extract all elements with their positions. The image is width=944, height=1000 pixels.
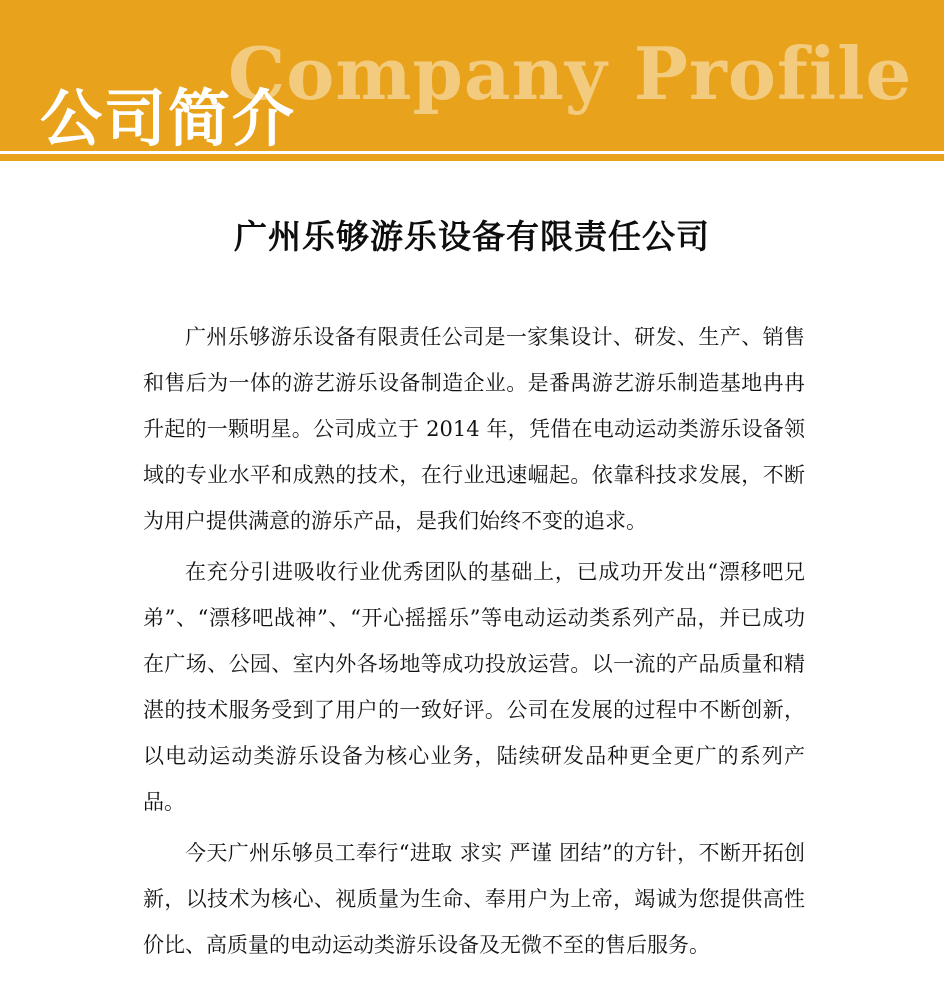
profile-body <box>143 314 805 973</box>
header-banner <box>0 0 944 151</box>
company-name-heading: 广州乐够游乐设备有限责任公司 <box>234 217 710 256</box>
header-title-en: Company Profile <box>228 31 913 116</box>
header-rule <box>0 154 944 161</box>
profile-paragraph-1: 广州乐够游乐设备有限责任公司是一家集设计、研发、生产、销售和售后为一体的游艺游乐设备制造企业。是番禺游艺游乐制造基地冉冉升起的一颗明星。公司成立于 2014 年，凭借在电动运动类游乐设备领域的专业水平和成熟的技术，在行业迅速崛起。依靠科技求发展，不断为用户提供满意的游乐产品，是我们始终不变的追求。 <box>143 325 805 533</box>
profile-paragraph-3: 今天广州乐够员工奉行“进取 求实 严谨 团结”的方针，不断开拓创新，以技术为核心、视质量为生命、奉用户为上帝，竭诚为您提供高性价比、高质量的电动运动类游乐设备及无微不至的售后服务。 <box>143 841 805 957</box>
profile-paragraph-2: 在充分引进吸收行业优秀团队的基础上，已成功开发出“漂移吧兄弟”、“漂移吧战神”、“开心摇摇乐”等电动运动类系列产品，并已成功在广场、公园、室内外各场地等成功投放运营。以一流的产品质量和精湛的技术服务受到了用户的一致好评。公司在发展的过程中不断创新，以电动运动类游乐设备为核心业务，陆续研发品种更全更广的系列产品。 <box>143 560 805 814</box>
header-title-cn: 公司简介 <box>40 82 297 151</box>
